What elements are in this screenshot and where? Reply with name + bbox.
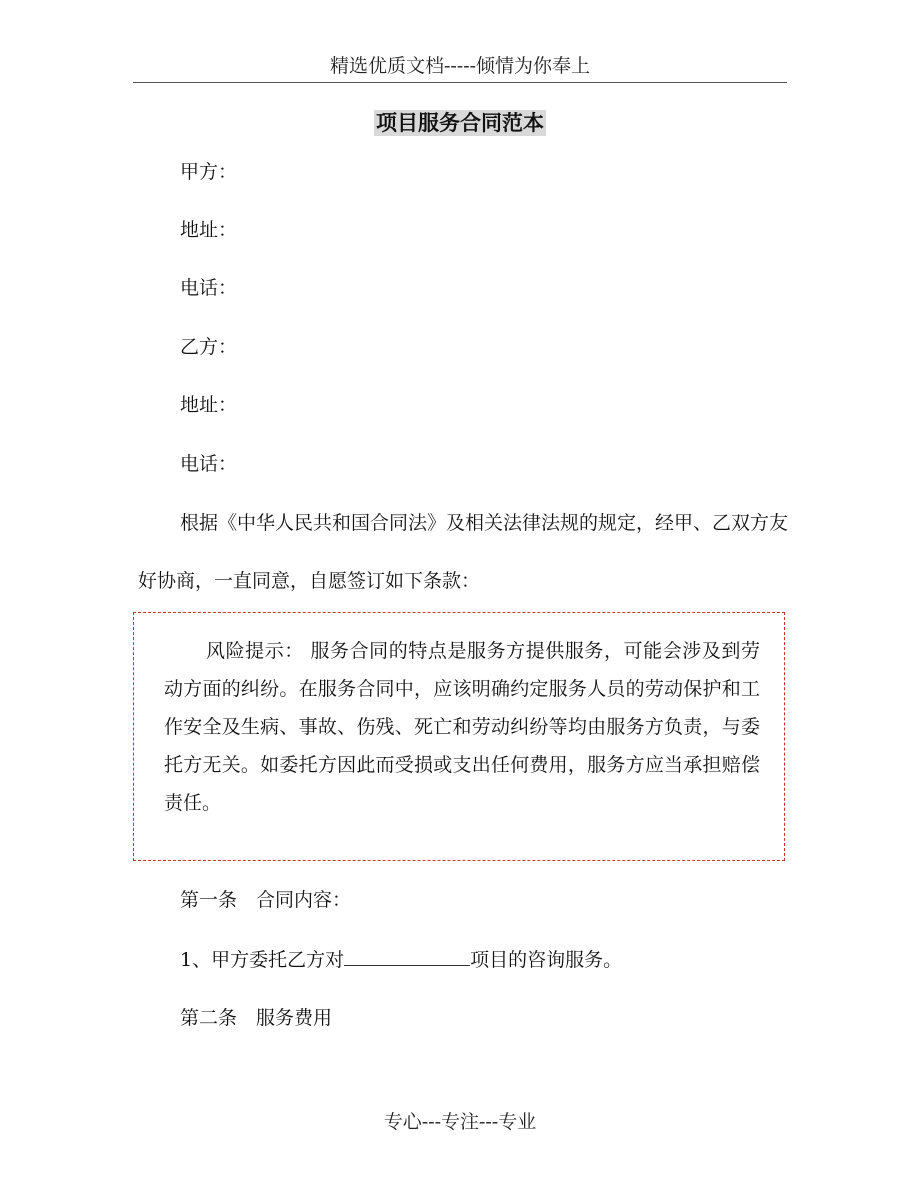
article-1-item-1	[180, 945, 622, 974]
intro-paragraph: 根据《中华人民共和国合同法》及相关法律法规的规定，经甲、乙双方友好协商，一直同意，自愿签订如下条款：	[138, 512, 789, 592]
party-b-address: 地址：	[180, 394, 238, 416]
document-title	[0, 108, 920, 138]
header-divider	[133, 82, 787, 83]
article-1-heading: 第一条 合同内容：	[180, 889, 352, 911]
party-a-label: 甲方：	[180, 161, 238, 183]
party-b-phone: 电话：	[180, 453, 238, 475]
article-1-item-1-prefix: 1、甲方委托乙方对	[180, 949, 345, 971]
risk-notice-text: 风险提示： 服务合同的特点是服务方提供服务，可能会涉及到劳动方面的纠纷。在服务合同中，应该明确约定服务人员的劳动保护和工作安全及生病、事故、伤残、死亡和劳动纠纷等均由服务方负责，与委托方无关。如委托方因此而受损或支出任何费用，服务方应当承担赔偿责任。	[164, 640, 760, 814]
document-title-text: 项目服务合同范本	[376, 111, 544, 135]
article-2-heading: 第二条 服务费用	[180, 1007, 333, 1029]
page-footer: 专心---专注---专业	[383, 1111, 537, 1133]
article-1-item-1-suffix: 项目的咨询服务。	[470, 949, 623, 971]
party-b-label: 乙方：	[180, 336, 238, 358]
party-a-phone: 电话：	[180, 277, 238, 299]
fill-in-blank	[344, 945, 470, 966]
page-header: 精选优质文档-----倾情为你奉上	[329, 55, 591, 77]
party-a-address: 地址：	[180, 219, 238, 241]
